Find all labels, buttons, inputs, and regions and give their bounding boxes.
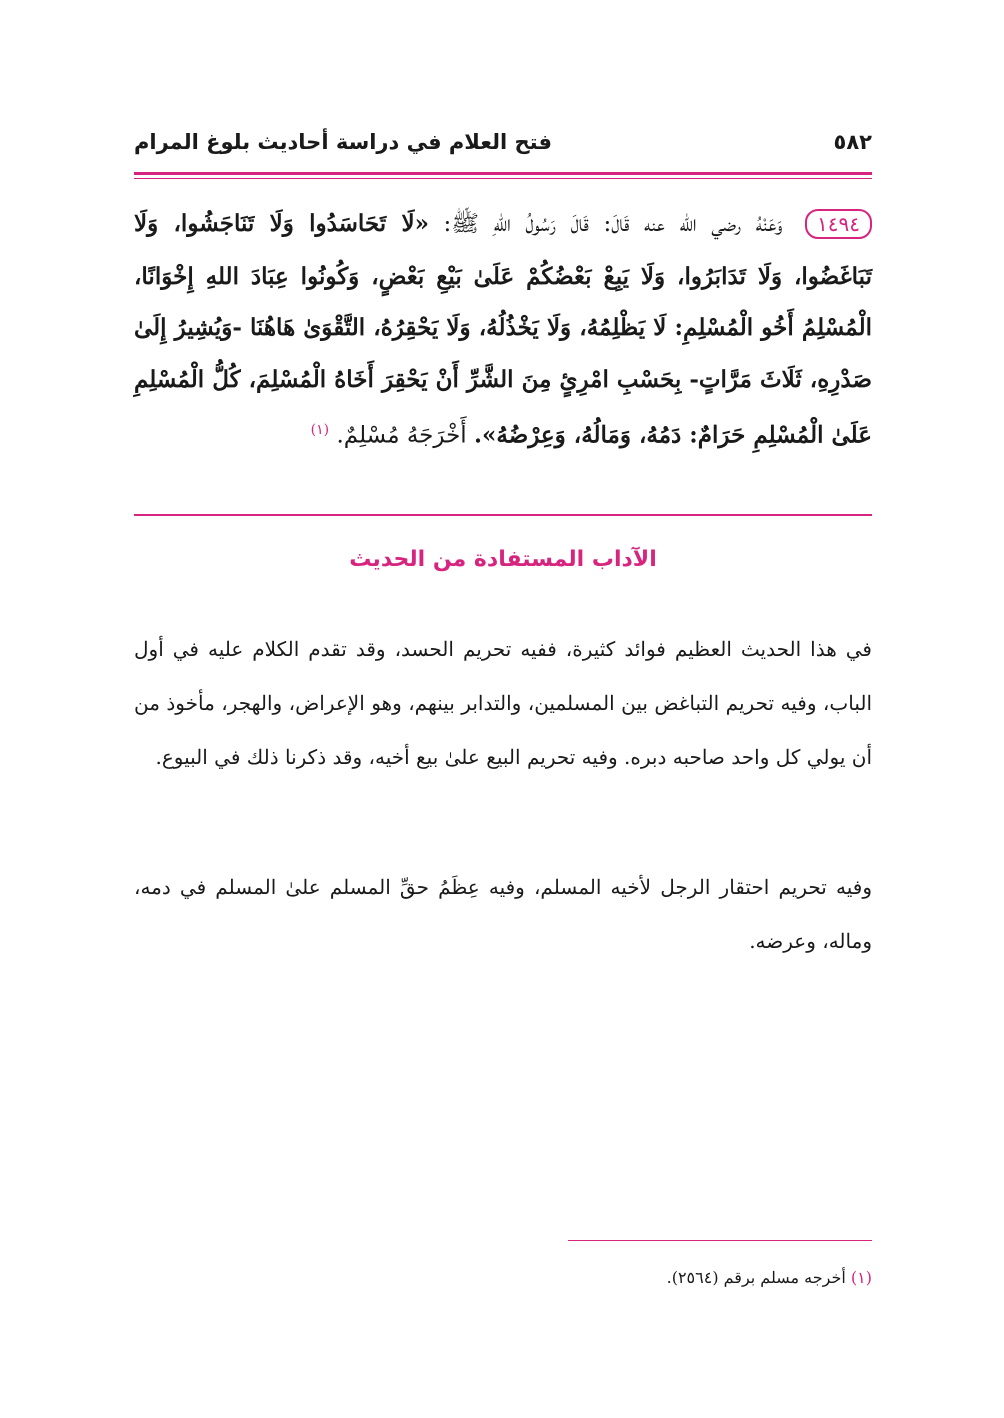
hadith-line-1	[134, 198, 872, 251]
hadith-text-line-2: تَبَاغَضُوا، وَلَا تَدَابَرُوا، وَلَا يَبِعْ بَعْضُكُمْ عَلَىٰ بَيْعِ بَعْضٍ، وَكُونُوا عِبَادَ اللهِ إِخْوَانًا،	[134, 262, 872, 290]
footnote	[667, 1268, 872, 1287]
hadith-source: أَخْرَجَهُ مُسْلِمٌ.	[336, 422, 467, 449]
hadith-number-badge: ١٤٩٤	[805, 209, 872, 239]
paragraph-1: في هذا الحديث العظيم فوائد كثيرة، ففيه تحريم الحسد، وقد تقدم الكلام عليه في أول الباب، وفيه تحريم التباغض بين المسلمين، والتدابر بينهم، وهو الإعراض، والهجر، مأخوذ من أن يولي كل واحد صاحبه دبره. وفيه تحريم البيع علىٰ بيع أخيه، وقد ذكرنا ذلك في البيوع.	[134, 637, 872, 769]
page-header	[134, 126, 872, 166]
header-rule-thick	[134, 172, 872, 175]
footnote-reference[interactable]: (١)	[310, 422, 330, 438]
footnote-number: (١)	[850, 1268, 872, 1287]
hadith-narrator: وَعَنْهُ رضي الله عنه قَالَ: قَالَ رَسُولُ اللهِ ﷺ:	[443, 211, 783, 237]
page-number: ٥٨٢	[833, 130, 872, 154]
hadith-last-line	[134, 405, 872, 462]
section-title: الآداب المستفادة من الحديث	[349, 547, 657, 572]
paragraph-2: وفيه تحريم احتقار الرجل لأخيه المسلم، وفيه عِظَمُ حقِّ المسلم علىٰ المسلم في دمه، وماله، وعرضه.	[134, 875, 872, 953]
book-title: فتح العلام في دراسة أحاديث بلوغ المرام	[134, 130, 552, 154]
hadith-text-line-4: صَدْرِهِ، ثَلَاثَ مَرَّاتٍ- بِحَسْبِ امْرِئٍ مِنَ الشَّرِّ أَنْ يَحْقِرَ أَخَاهُ الْمُسْلِمَ، كُلُّ الْمُسْلِمِ	[134, 365, 872, 393]
hadith-block	[134, 198, 872, 462]
hadith-text-line-1: «لَا تَحَاسَدُوا وَلَا تَنَاجَشُوا، وَلَا	[134, 210, 429, 237]
header-rule-thin	[134, 178, 872, 179]
hadith-text-line-3: الْمُسْلِمُ أَخُو الْمُسْلِمِ: لَا يَظْلِمُهُ، وَلَا يَخْذُلُهُ، وَلَا يَحْقِرُهُ، التَّقْوَىٰ هَاهُنَا -وَيُشِيرُ إِلَىٰ	[134, 314, 872, 341]
footnote-text: أخرجه مسلم برقم (٢٥٦٤).	[666, 1268, 846, 1287]
footnote-rule	[568, 1240, 872, 1241]
hadith-text-line-5: عَلَىٰ الْمُسْلِمِ حَرَامٌ: دَمُهُ، وَمَالُهُ، وَعِرْضُهُ».	[474, 421, 872, 449]
section-divider	[134, 514, 872, 516]
